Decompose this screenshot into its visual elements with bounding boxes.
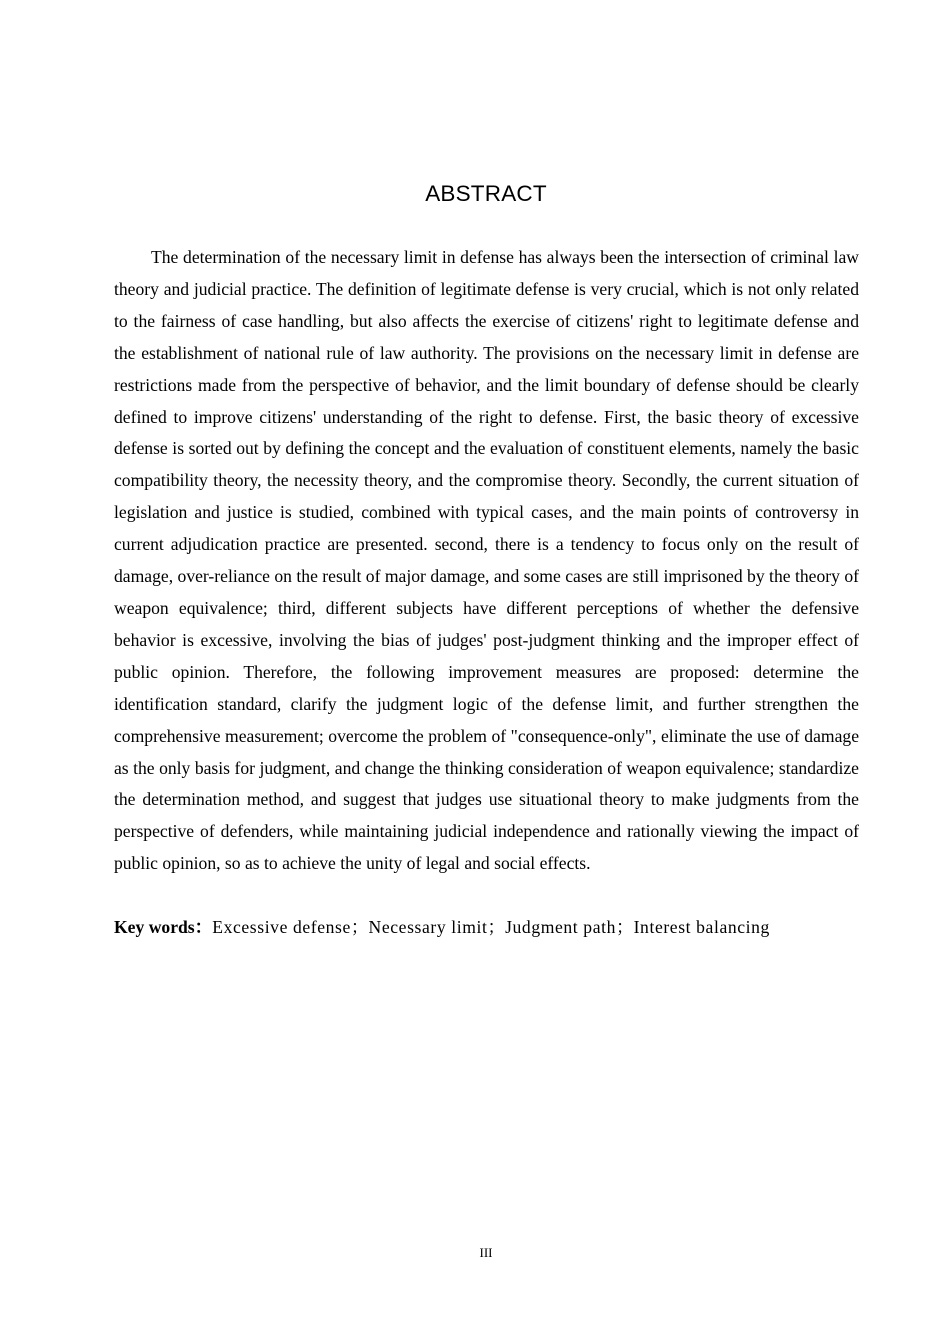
keyword-separator: ； bbox=[487, 917, 506, 937]
keyword-item: Necessary limit bbox=[368, 917, 488, 937]
keywords-label: Key words： bbox=[114, 917, 213, 937]
keyword-separator: ； bbox=[615, 917, 634, 937]
keyword-item: Excessive defense bbox=[212, 917, 351, 937]
keywords-line bbox=[114, 912, 859, 944]
keyword-item: Judgment path bbox=[505, 917, 616, 937]
keyword-separator: ； bbox=[350, 917, 369, 937]
keyword-item: Interest balancing bbox=[633, 917, 770, 937]
page-number: III bbox=[479, 1245, 493, 1260]
abstract-body: The determination of the necessary limit in defense has always been the intersection of criminal law theory and judicial practice. The definition of legitimate defense is very crucial, which is not only related to the fairness of case handling, but also affects the exercise of citizens' right to legitimate defense and the establishment of national rule of law authority. The provisions on the necessary limit in defense are restrictions made from the perspective of behavior, and the limit boundary of defense should be clearly defined to improve citizens' understanding of the right to defense. First, the basic theory of excessive defense is sorted out by defining the concept and the evaluation of constituent elements, namely the basic compatibility theory, the necessity theory, and the compromise theory. Secondly, the current situation of legislation and justice is studied, combined with typical cases, and the main points of controversy in current adjudication practice are presented. second, there is a tendency to focus only on the result of damage, over-reliance on the result of major damage, and some cases are still imprisoned by the theory of weapon equivalence; third, different subjects have different perceptions of whether the defensive behavior is excessive, involving the bias of judges' post-judgment thinking and the improper effect of public opinion. Therefore, the following improvement measures are proposed: determine the identification standard, clarify the judgment logic of the defense limit, and further strengthen the comprehensive measurement; overcome the problem of "consequence-only", eliminate the use of damage as the only basis for judgment, and change the thinking consideration of weapon equivalence; standardize the determination method, and suggest that judges use situational theory to make judgments from the perspective of defenders, while maintaining judicial independence and rationally viewing the impact of public opinion, so as to achieve the unity of legal and social effects. bbox=[114, 247, 859, 874]
abstract-title: ABSTRACT bbox=[425, 181, 547, 206]
